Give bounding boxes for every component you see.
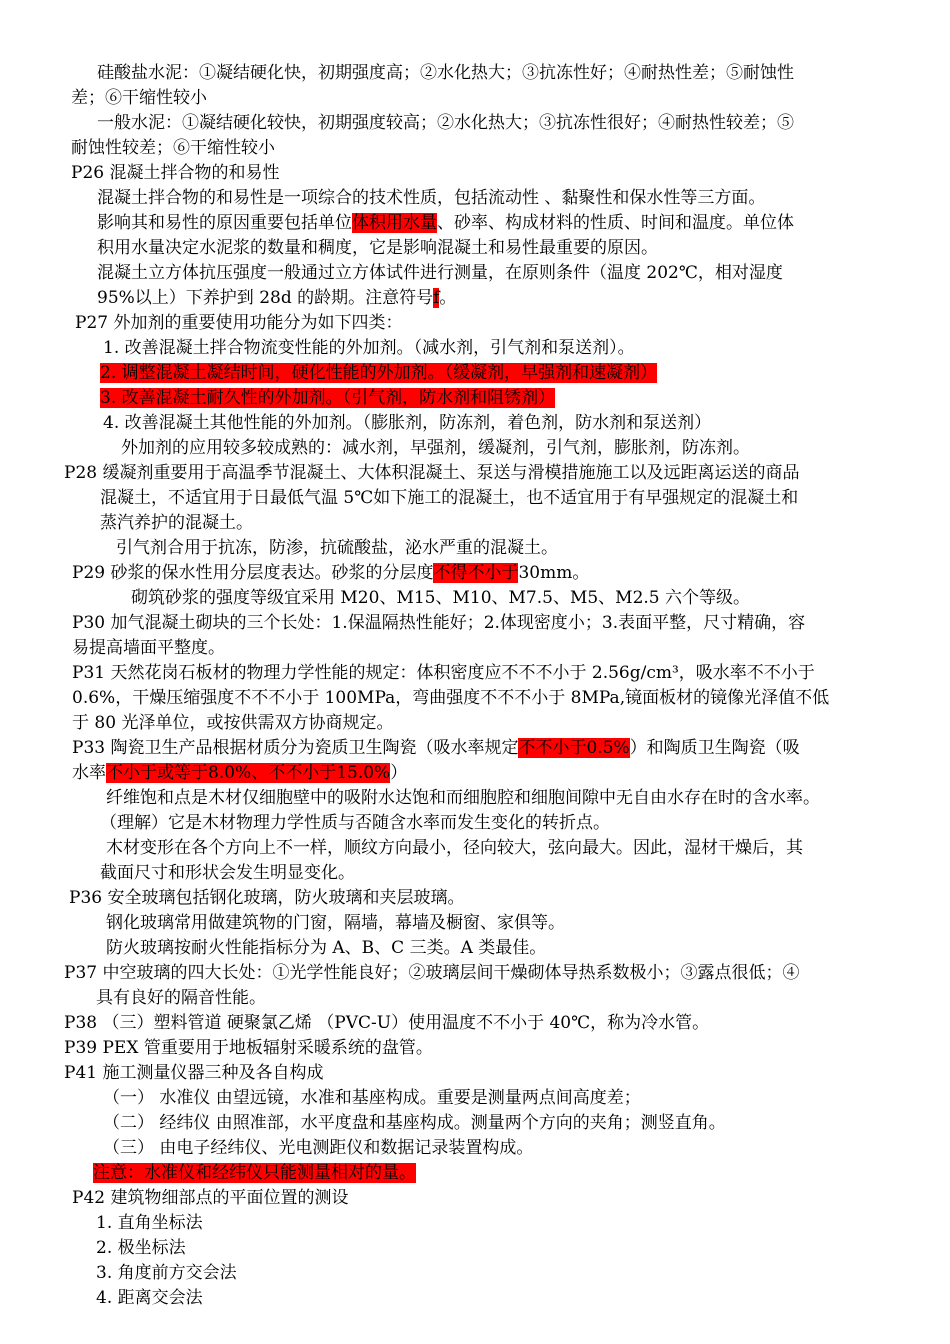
text-line: 影响其和易性的原因重要包括单位体积用水量、砂率、构成材料的性质、时间和温度。单位体 xyxy=(97,213,794,233)
list-item: （三） 由电子经纬仪、光电测距仪和数据记录装置构成。 xyxy=(103,1138,534,1158)
list-item: （一） 水准仪 由望远镜，水准和基座构成。重要是测量两点间高度差； xyxy=(103,1088,641,1108)
heading-p28: P28 缓凝剂重要用于高温季节混凝土、大体积混凝土、泵送与滑模措施施工以及远距离运送的商品 xyxy=(64,463,800,483)
list-item xyxy=(100,361,657,386)
text-line: 0.6%，干燥压缩强度不不不小于 100MPa，弯曲强度不不不小于 8MPa,镜面板材的镜像光泽值不低 xyxy=(72,688,830,708)
highlight: 3. 改善混凝土耐久性的外加剂。（引气剂，防水剂和阻锈剂） xyxy=(100,388,556,408)
heading-p42: P42 建筑物细部点的平面位置的测设 xyxy=(72,1188,349,1208)
highlight: 注意：水准仪和经纬仪只能测量相对的量。 xyxy=(93,1163,416,1183)
text-line: 混凝土，不适宜用于日最低气温 5℃如下施工的混凝土，也不适宜用于有早强规定的混凝土和 xyxy=(100,488,799,508)
text-line: 截面尺寸和形状会发生明显变化。 xyxy=(100,863,355,883)
text-line: 95%以上）下养护到 28d 的龄期。注意符号f。 xyxy=(97,288,457,308)
highlight: 不得不小于 xyxy=(433,563,519,583)
text-line: 蒸汽养护的混凝土。 xyxy=(100,513,253,533)
heading-p31: P31 天然花岗石板材的物理力学性能的规定：体积密度应不不不小于 2.56g/cm³，吸水率不不小于 xyxy=(72,663,815,683)
highlight: 8.0%、不不小于 xyxy=(208,763,337,783)
list-item xyxy=(100,386,555,411)
highlight: 0.5% xyxy=(586,738,630,758)
heading-p37: P37 中空玻璃的四大长处：①光学性能良好；②玻璃层间干燥砌体导热系数极小；③露点很低；④ xyxy=(64,963,800,983)
list-item: 2. 极坐标法 xyxy=(96,1238,186,1258)
heading-p36: P36 安全玻璃包括钢化玻璃，防火玻璃和夹层玻璃。 xyxy=(69,888,465,908)
heading-p39: P39 PEX 管重要用于地板辐射采暖系统的盘管。 xyxy=(64,1038,433,1058)
list-item: 1. 直角坐标法 xyxy=(96,1213,203,1233)
text-line: 具有良好的隔音性能。 xyxy=(96,988,266,1008)
text-line: 硅酸盐水泥：①凝结硬化快，初期强度高；②水化热大；③抗冻性好；④耐热性差；⑤耐蚀性 xyxy=(97,63,794,83)
heading-p33: P33 陶瓷卫生产品根据材质分为瓷质卫生陶瓷（吸水率规定不不小于0.5%）和陶质卫生陶瓷（吸 xyxy=(72,738,800,758)
list-item: （二） 经纬仪 由照准部，水平度盘和基座构成。测量两个方向的夹角；测竖直角。 xyxy=(103,1113,726,1133)
text-line: 外加剂的应用较多较成熟的：减水剂，早强剂，缓凝剂，引气剂，膨胀剂，防冻剂。 xyxy=(121,438,750,458)
highlight: 体积用水量 xyxy=(352,213,437,233)
list-item: 4. 距离交会法 xyxy=(96,1288,203,1308)
text-line: 引气剂合用于抗冻，防渗，抗硫酸盐，泌水严重的混凝土。 xyxy=(116,538,558,558)
text-line: （理解）它是木材物理力学性质与否随含水率而发生变化的转折点。 xyxy=(100,813,610,833)
highlight: 不小于或等于 xyxy=(106,763,208,783)
list-item: 4. 改善混凝土其他性能的外加剂。（膨胀剂，防冻剂，着色剂，防水剂和泵送剂） xyxy=(103,413,712,433)
text-line: 纤维饱和点是木材仅细胞壁中的吸附水达饱和而细胞腔和细胞间隙中无自由水存在时的含水率。 xyxy=(106,788,820,808)
highlight-symbol: f xyxy=(433,288,440,308)
heading-p29: P29 砂浆的保水性用分层度表达。砂浆的分层度不得不小于30mm。 xyxy=(72,563,590,583)
text-line: 于 80 光泽单位，或按供需双方协商规定。 xyxy=(72,713,394,733)
text-line: 耐蚀性较差；⑥干缩性较小 xyxy=(71,138,275,158)
text-line: 差；⑥干缩性较小 xyxy=(71,88,207,108)
text-line: 钢化玻璃常用做建筑物的门窗，隔墙，幕墙及橱窗、家俱等。 xyxy=(106,913,565,933)
list-item: 3. 角度前方交会法 xyxy=(96,1263,237,1283)
highlight: 不不小于 xyxy=(518,738,587,758)
text-line: 防火玻璃按耐火性能指标分为 A、B、C 三类。A 类最佳。 xyxy=(106,938,547,958)
note-line xyxy=(93,1161,416,1186)
heading-p38: P38 （三）塑料管道 硬聚氯乙烯 （PVC-U）使用温度不不小于 40℃，称为冷水管。 xyxy=(64,1013,710,1033)
text-line: 木材变形在各个方向上不一样，顺纹方向最小，径向较大，弦向最大。因此，湿材干燥后，其 xyxy=(106,838,803,858)
highlight: 15.0% xyxy=(336,763,391,783)
text-line: 混凝土拌合物的和易性是一项综合的技术性质，包括流动性 、黏聚性和保水性等三方面。 xyxy=(97,188,766,208)
heading-p30: P30 加气混凝土砌块的三个长处：1.保温隔热性能好；2.体现密度小；3.表面平整，尺寸精确，容 xyxy=(72,613,806,633)
text-line: 水率不小于或等于8.0%、不不小于15.0%） xyxy=(72,763,408,783)
text-line: 砌筑砂浆的强度等级宜采用 M20、M15、M10、M7.5、M5、M2.5 六个等级。 xyxy=(131,588,751,608)
text-line: 积用水量决定水泥浆的数量和稠度，它是影响混凝土和易性最重要的原因。 xyxy=(97,238,658,258)
heading-p26: P26 混凝土拌合物的和易性 xyxy=(71,163,280,183)
list-item: 1. 改善混凝土拌合物流变性能的外加剂。（减水剂，引气剂和泵送剂）。 xyxy=(103,338,635,358)
text-line: 一般水泥：①凝结硬化较快，初期强度较高；②水化热大；③抗冻性很好；④耐热性较差；⑤ xyxy=(97,113,794,133)
text-line: 混凝土立方体抗压强度一般通过立方体试件进行测量，在原则条件（温度 202℃，相对湿度 xyxy=(97,263,783,283)
heading-p27: P27 外加剂的重要使用功能分为如下四类： xyxy=(75,313,403,333)
highlight: 2. 调整混凝土凝结时间，硬化性能的外加剂。（缓凝剂，早强剂和速凝剂） xyxy=(100,363,658,383)
text-line: 易提高墙面平整度。 xyxy=(72,638,225,658)
heading-p41: P41 施工测量仪器三种及各自构成 xyxy=(64,1063,324,1083)
